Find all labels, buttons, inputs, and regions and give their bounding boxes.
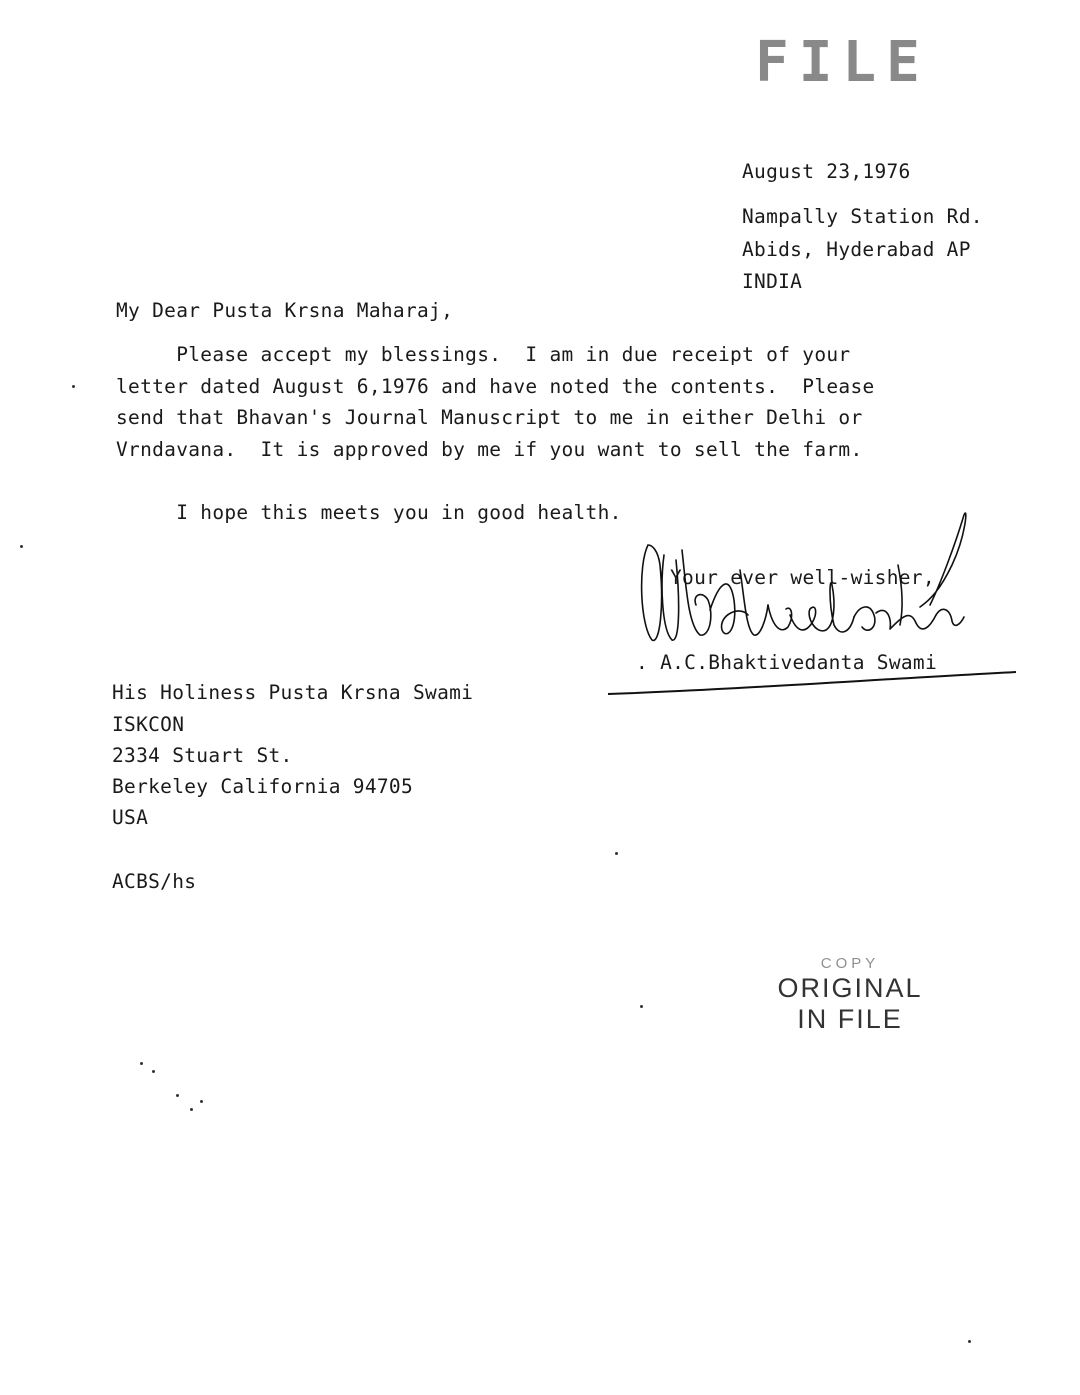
recipient-line-5: USA [112, 806, 149, 829]
scan-speck [140, 1062, 143, 1065]
body-line-3: send that Bhavan's Journal Manuscript to me in either Delhi or [116, 406, 863, 429]
body-line-1: Please accept my blessings. I am in due receipt of your [116, 343, 851, 366]
in-file-stamp-text: IN FILE [797, 1004, 903, 1034]
scan-speck [968, 1340, 971, 1343]
scan-speck [72, 385, 75, 388]
letter-date: August 23,1976 [742, 160, 911, 183]
recipient-line-4: Berkeley California 94705 [112, 775, 413, 798]
scan-speck [20, 545, 23, 548]
scan-speck [190, 1108, 193, 1111]
address-line-1: Nampally Station Rd. [742, 205, 983, 228]
copy-stamp-text: COPY [820, 955, 880, 972]
address-line-3: INDIA [742, 270, 803, 293]
body-line-4: Vrndavana. It is approved by me if you want to sell the farm. [116, 438, 863, 461]
closing-line: Your ever well-wisher, [670, 566, 935, 589]
body-line-2: letter dated August 6,1976 and have noted the contents. Please [116, 375, 875, 398]
closing-paragraph: I hope this meets you in good health. [116, 501, 622, 524]
salutation: My Dear Pusta Krsna Maharaj, [116, 299, 454, 322]
original-stamp-text: ORIGINAL [777, 973, 923, 1003]
scan-speck [640, 1005, 643, 1008]
address-line-2: Abids, Hyderabad AP [742, 238, 971, 261]
recipient-line-1: His Holiness Pusta Krsna Swami [112, 681, 474, 704]
handwritten-signature [630, 505, 980, 665]
scan-speck [200, 1100, 203, 1103]
signature-underline [606, 670, 1018, 700]
reference-initials: ACBS/hs [112, 870, 197, 893]
original-in-file-stamp [770, 955, 930, 1034]
file-stamp: FILE [755, 30, 930, 95]
recipient-line-2: ISKCON [112, 713, 185, 736]
recipient-line-3: 2334 Stuart St. [112, 744, 293, 767]
scan-speck [615, 852, 618, 855]
signer-name: . A.C.Bhaktivedanta Swami [636, 651, 937, 674]
scan-speck [152, 1070, 155, 1073]
scan-speck [176, 1094, 179, 1097]
